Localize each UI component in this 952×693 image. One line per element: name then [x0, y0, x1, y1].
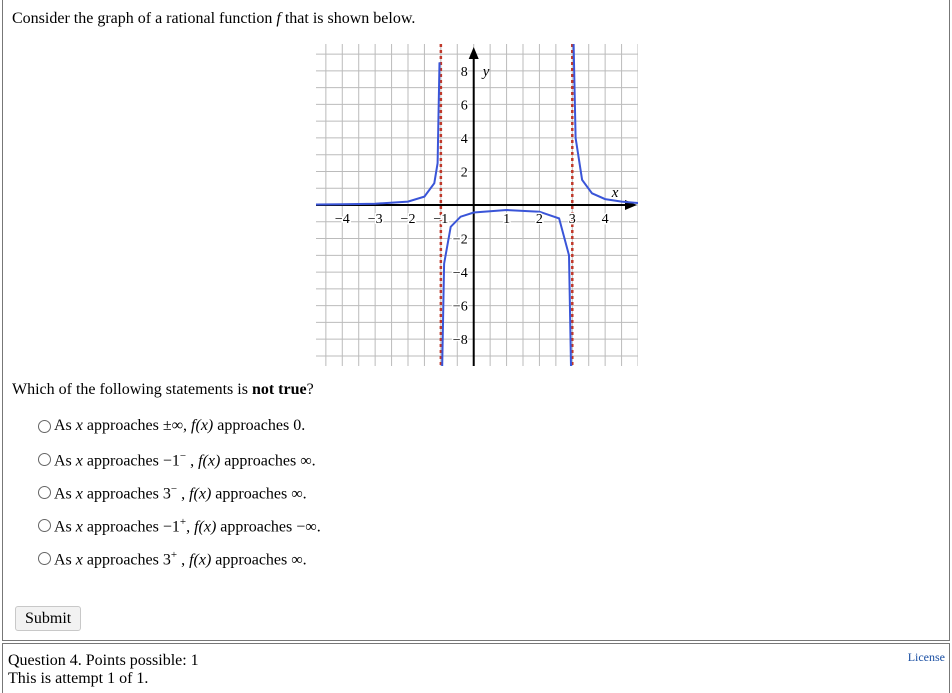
y-tick-label: 2 [460, 165, 468, 181]
submit-button[interactable]: Submit [15, 606, 81, 631]
curve-branch [574, 44, 638, 203]
option-2[interactable] [36, 450, 321, 483]
radio-button[interactable] [38, 552, 51, 565]
x-tick-label: −3 [367, 212, 383, 227]
y-axis-label: y [482, 63, 490, 80]
x-tick-label: 4 [601, 212, 609, 227]
y-tick-label: 8 [460, 64, 468, 80]
x-tick-label: −4 [334, 212, 350, 227]
y-tick-label: −4 [452, 266, 468, 282]
question-text: Consider the graph of a rational function f that is shown below. [12, 10, 416, 27]
option-5[interactable] [36, 549, 321, 582]
option-label: As x approaches −1+, f(x) approaches −∞. [54, 516, 321, 536]
x-tick-label: 1 [503, 212, 511, 227]
option-label: As x approaches 3− , f(x) approaches ∞. [54, 483, 307, 503]
y-tick-label: −2 [452, 232, 468, 248]
option-4[interactable] [36, 516, 321, 549]
y-tick-label: 6 [460, 98, 468, 114]
x-tick-label: 3 [568, 212, 576, 227]
radio-button[interactable] [38, 486, 51, 499]
x-tick-label: 2 [535, 212, 543, 227]
prompt-text: Which of the following statements is not true? [12, 381, 314, 398]
answer-options [36, 417, 321, 582]
x-tick-label: −1 [433, 212, 449, 227]
curve-branch [316, 62, 440, 204]
points-info: Question 4. Points possible: 1 [8, 652, 199, 669]
footer [2, 643, 950, 693]
y-axis-arrow [469, 47, 479, 59]
license-link[interactable]: License [907, 650, 945, 664]
y-tick-label: −6 [452, 299, 468, 315]
y-tick-label: −8 [452, 333, 468, 349]
radio-button[interactable] [38, 519, 51, 532]
option-label: As x approaches −1− , f(x) approaches ∞. [54, 450, 316, 470]
radio-button[interactable] [38, 420, 51, 433]
x-tick-label: −2 [400, 212, 416, 227]
option-label: As x approaches 3+ , f(x) approaches ∞. [54, 549, 307, 569]
option-label: As x approaches ±∞, f(x) approaches 0. [54, 417, 306, 434]
y-tick-label: 4 [460, 131, 468, 147]
option-1[interactable] [36, 417, 321, 450]
attempt-info: This is attempt 1 of 1. [8, 670, 149, 687]
x-axis-label: x [611, 185, 619, 201]
radio-button[interactable] [38, 453, 51, 466]
option-3[interactable] [36, 483, 321, 516]
rational-function-graph [316, 44, 638, 366]
